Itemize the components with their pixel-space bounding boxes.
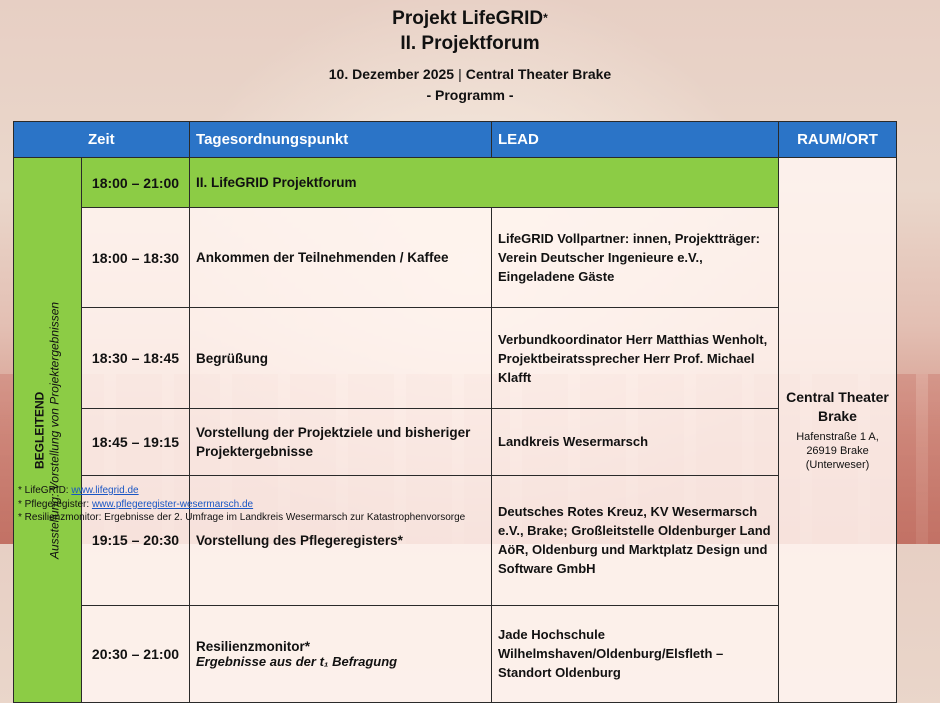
row-item-subtitle (196, 654, 485, 669)
row-time (82, 605, 190, 702)
main-event-row (14, 158, 897, 208)
lifegrid-link[interactable]: www.lifegrid.de (71, 485, 138, 496)
footnote-lifegrid (18, 484, 465, 498)
col-header-tagesordnungspunkt: Tagesordnungspunkt (190, 122, 492, 158)
table-row (14, 605, 897, 702)
row-lead: Deutsches Rotes Kreuz, KV Wesermarsch e.V., Brake; Großleitstelle Oldenburger Land AöR, Oldenburg und Marktplatz Design und Software GmbH (492, 475, 779, 605)
row-time: 18:00 – 18:30 (82, 208, 190, 308)
title-text: Projekt LifeGRID (392, 8, 543, 29)
row-time: 19:15 – 20:30 (82, 475, 190, 605)
row-time: 18:45 – 19:15 (82, 408, 190, 475)
footnotes (18, 484, 465, 525)
table-row (14, 308, 897, 408)
page-title (0, 6, 940, 31)
main-event-title: II. LifeGRID Projektforum (190, 158, 779, 208)
row-item: Ankommen der Teilnehmenden / Kaffee (190, 208, 492, 308)
side-label-cell (14, 158, 82, 703)
col-header-zeit: Zeit (14, 122, 190, 158)
side-label-italic: Ausstellung: Vorstellung von Projektergebnissen (48, 301, 63, 558)
info-separator: | (458, 66, 462, 82)
table-row (14, 208, 897, 308)
footnote-label: * LifeGRID: (18, 485, 71, 496)
program-table (13, 121, 897, 703)
row-lead: Verbundkoordinator Herr Matthias Wenholt, Projektbeiratssprecher Herr Prof. Michael Klafft (492, 308, 779, 408)
row-lead: LifeGRID Vollpartner: innen, Projektträger: Verein Deutscher Ingenieure e.V., Eingeladene Gäste (492, 208, 779, 308)
col-header-raum: RAUM/ORT (779, 122, 897, 158)
footnote-resilienzmonitor: * Resilienzmonitor: Ergebnisse der 2. Umfrage im Landkreis Wesermarsch zur Katastrophenvorsorge (18, 511, 465, 525)
col-header-lead: LEAD (492, 122, 779, 158)
raum-name: Central Theater Brake (785, 388, 890, 426)
event-venue: Central Theater Brake (466, 66, 612, 82)
row-item: Begrüßung (190, 308, 492, 408)
event-info (0, 65, 940, 83)
footnote-pflegeregister (18, 498, 465, 512)
title-asterisk: * (543, 11, 548, 25)
row-lead: Landkreis Wesermarsch (492, 408, 779, 475)
row-item (196, 639, 485, 654)
side-label-bold: BEGLEITEND (33, 391, 48, 468)
programm-label: - Programm - (0, 86, 940, 104)
row-time: 18:30 – 18:45 (82, 308, 190, 408)
footnote-label: * Pflegeregister: (18, 499, 92, 510)
side-label (14, 158, 81, 702)
main-event-time: 18:00 – 21:00 (82, 158, 190, 208)
pflegeregister-link[interactable]: www.pflegeregister-wesermarsch.de (92, 499, 253, 510)
row-item-cell (190, 605, 492, 702)
row-item: Vorstellung des Pflegeregisters* (190, 475, 492, 605)
raum-cell (779, 158, 897, 703)
table-header-row (14, 122, 897, 158)
table-row (14, 408, 897, 475)
event-date: 10. Dezember 2025 (329, 66, 454, 82)
row-lead (492, 605, 779, 702)
page-subtitle: II. Projektforum (0, 31, 940, 56)
page-header (0, 6, 940, 104)
row-item: Vorstellung der Projektziele und bisheriger Projektergebnisse (190, 408, 492, 475)
raum-address: Hafenstraße 1 A, 26919 Brake (Unterweser) (785, 430, 890, 472)
